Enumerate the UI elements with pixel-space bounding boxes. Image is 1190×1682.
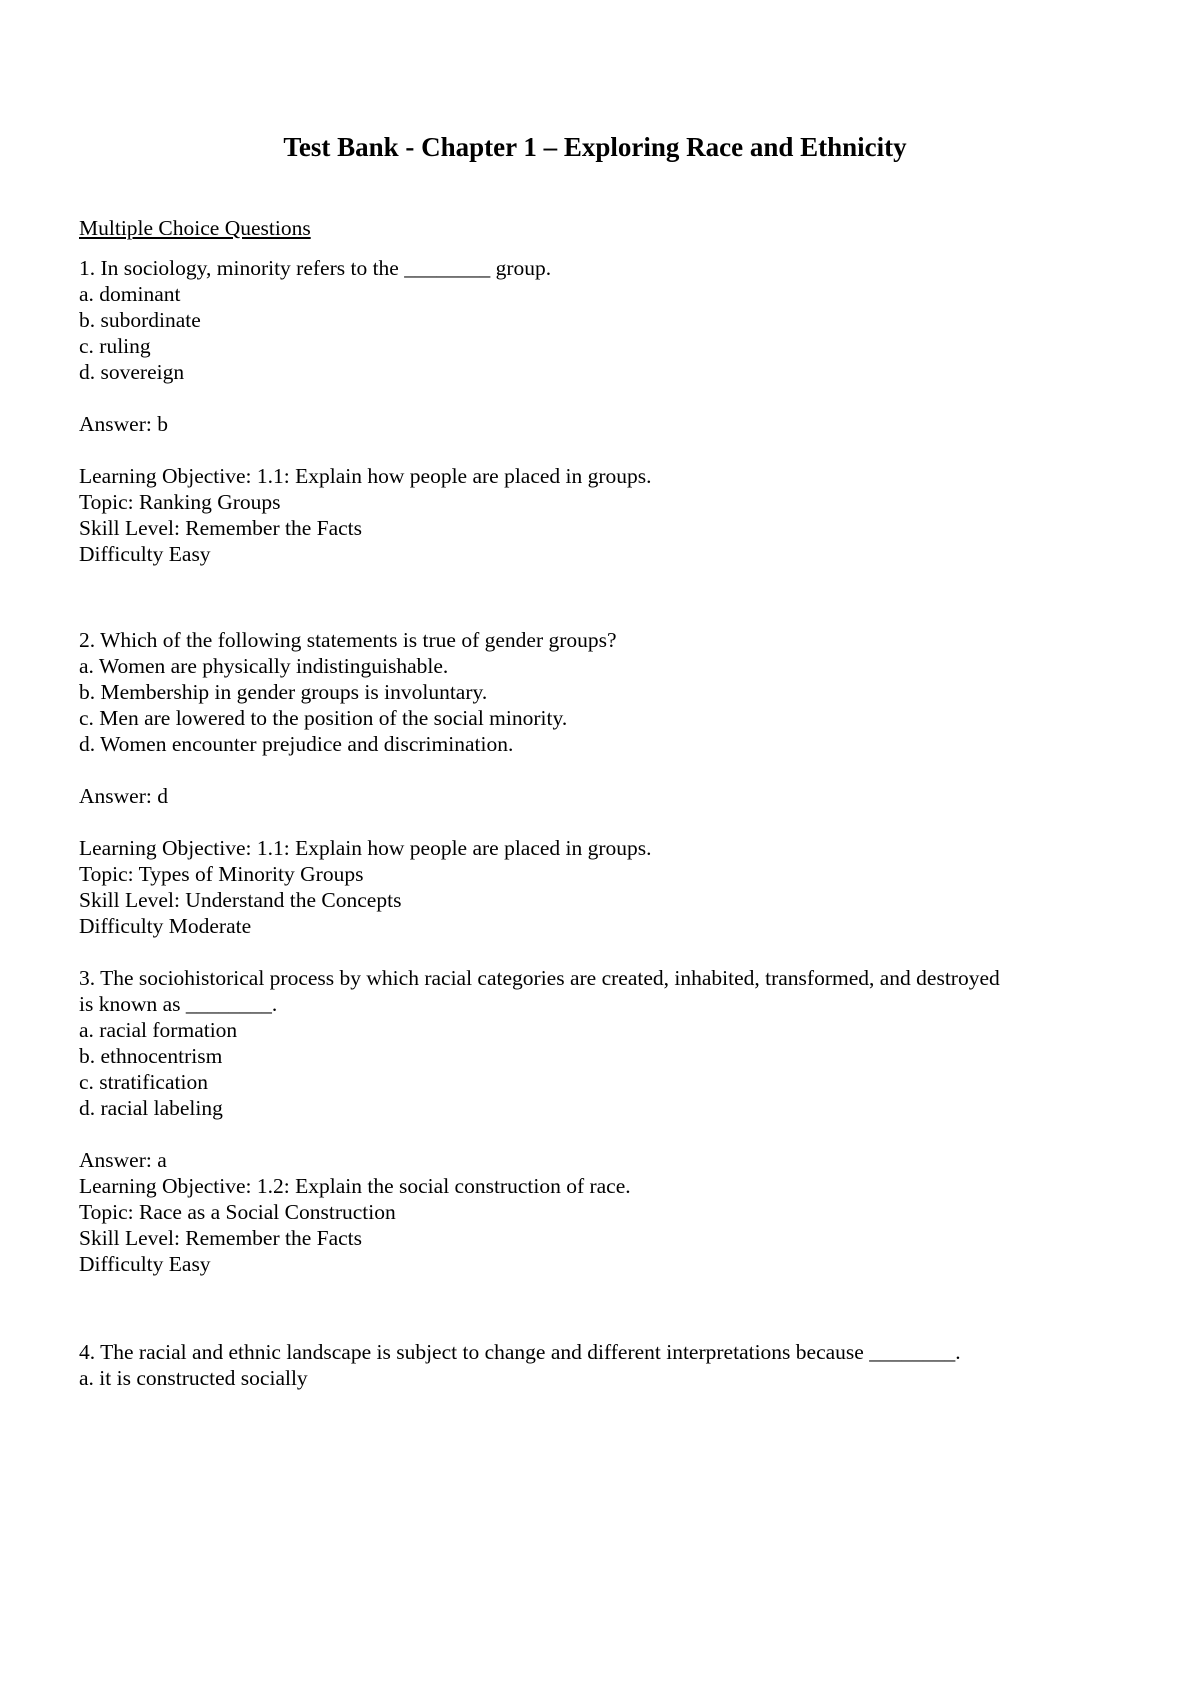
- question-4-stem: 4. The racial and ethnic landscape is subject to change and different interpretations because ________.: [79, 1340, 961, 1364]
- question-2-topic: Topic: Types of Minority Groups: [79, 862, 364, 886]
- question-1-difficulty: Difficulty Easy: [79, 542, 211, 566]
- question-2-answer: Answer: d: [79, 784, 168, 808]
- question-3-topic: Topic: Race as a Social Construction: [79, 1200, 396, 1224]
- question-2-difficulty: Difficulty Moderate: [79, 914, 252, 938]
- question-1-option-d: d. sovereign: [79, 360, 185, 384]
- question-2-option-b: b. Membership in gender groups is involuntary.: [79, 680, 488, 704]
- question-2-option-a: a. Women are physically indistinguishable.: [79, 654, 449, 678]
- question-3-stem-line-1: 3. The sociohistorical process by which racial categories are created, inhabited, transformed, and destroyed: [79, 966, 1000, 990]
- document-title: Test Bank - Chapter 1 – Exploring Race and Ethnicity: [283, 132, 907, 162]
- question-2-option-c: c. Men are lowered to the position of the social minority.: [79, 706, 568, 730]
- question-2-stem: 2. Which of the following statements is true of gender groups?: [79, 628, 617, 652]
- question-1-skill-level: Skill Level: Remember the Facts: [79, 516, 363, 540]
- question-3-option-c: c. stratification: [79, 1070, 208, 1094]
- question-3-option-b: b. ethnocentrism: [79, 1044, 223, 1068]
- question-3-difficulty: Difficulty Easy: [79, 1252, 211, 1276]
- question-3-stem-line-2: is known as ________.: [79, 992, 278, 1016]
- question-1-option-b: b. subordinate: [79, 308, 201, 332]
- question-3-option-a: a. racial formation: [79, 1018, 238, 1042]
- section-heading: Multiple Choice Questions: [79, 216, 311, 240]
- question-1-answer: Answer: b: [79, 412, 168, 436]
- question-1-learning-objective: Learning Objective: 1.1: Explain how people are placed in groups.: [79, 464, 652, 488]
- question-3-answer: Answer: a: [79, 1148, 167, 1172]
- question-1-option-a: a. dominant: [79, 282, 181, 306]
- question-4-option-a: a. it is constructed socially: [79, 1366, 308, 1390]
- question-1-topic: Topic: Ranking Groups: [79, 490, 281, 514]
- question-3-learning-objective: Learning Objective: 1.2: Explain the social construction of race.: [79, 1174, 631, 1198]
- question-2-option-d: d. Women encounter prejudice and discrimination.: [79, 732, 514, 756]
- question-3-option-d: d. racial labeling: [79, 1096, 223, 1120]
- question-1-stem: 1. In sociology, minority refers to the ________ group.: [79, 256, 552, 280]
- question-2-skill-level: Skill Level: Understand the Concepts: [79, 888, 402, 912]
- question-1-option-c: c. ruling: [79, 334, 151, 358]
- question-3-skill-level: Skill Level: Remember the Facts: [79, 1226, 363, 1250]
- question-2-learning-objective: Learning Objective: 1.1: Explain how people are placed in groups.: [79, 836, 652, 860]
